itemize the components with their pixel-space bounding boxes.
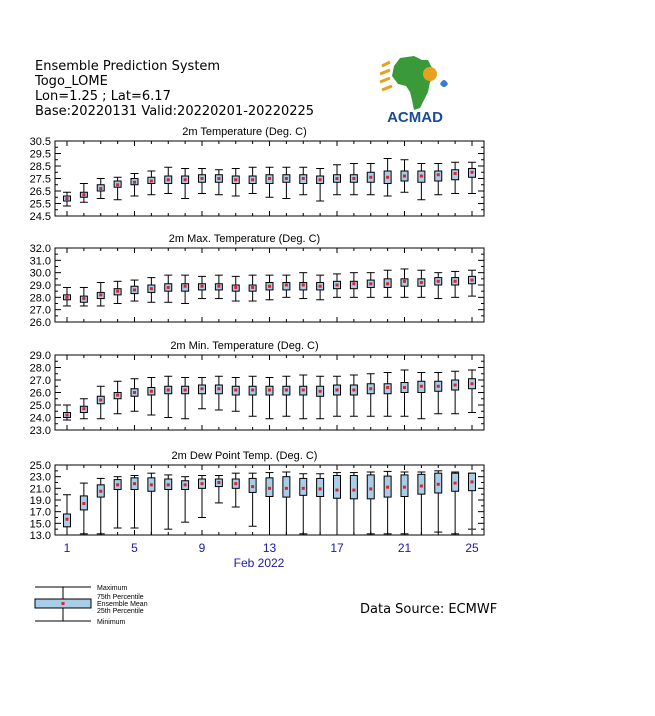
mean-marker [82,193,85,196]
mean-marker [336,489,339,492]
x-tick-label: 21 [397,541,412,555]
mean-marker [167,286,170,289]
mean-marker [420,175,423,178]
mean-marker [319,285,322,288]
mean-marker [471,480,474,483]
mean-marker [234,286,237,289]
y-tick-label: 15.0 [29,518,51,531]
y-tick-label: 25.0 [29,460,51,472]
mean-marker [403,175,406,178]
mean-marker [352,177,355,180]
mean-marker [454,384,457,387]
y-tick-label: 21.0 [29,483,51,496]
mean-marker [116,290,119,293]
mean-marker [66,296,69,299]
mean-marker [167,483,170,486]
mean-marker [66,414,69,417]
mean-marker [201,387,204,390]
y-tick-label: 27.0 [29,304,51,317]
panel-title: 2m Min. Temperature (Deg. C) [170,340,319,352]
mean-marker [201,177,204,180]
mean-marker [82,502,85,505]
mean-marker [302,284,305,287]
mean-marker [336,177,339,180]
legend-max-label: Maximum [97,585,128,592]
mean-marker [251,178,254,181]
y-tick-label: 19.0 [29,495,51,507]
mean-marker [66,197,69,200]
mean-marker [268,177,271,180]
x-tick-label: 13 [262,541,277,555]
y-tick-label: 28.0 [29,292,51,305]
header-system: Ensemble Prediction System [35,59,221,74]
mean-marker [99,490,102,493]
y-tick-label: 13.0 [29,530,51,542]
mean-marker [403,386,406,389]
mean-marker [184,389,187,392]
mean-marker [369,282,372,285]
mean-marker [369,487,372,490]
mean-marker [369,176,372,179]
mean-marker [319,178,322,181]
y-tick-label: 27.5 [29,173,51,186]
mean-marker [234,178,237,181]
panel-title: 2m Max. Temperature (Deg. C) [168,233,321,245]
mean-marker [471,171,474,174]
mean-marker [454,482,457,485]
mean-marker [420,485,423,488]
y-tick-label: 25.0 [29,400,51,412]
panel-title: 2m Temperature (Deg. C) [182,126,307,138]
mean-marker [150,180,153,183]
mean-marker [167,178,170,181]
mean-marker [99,293,102,296]
mean-marker [133,288,136,291]
mean-marker [437,483,440,486]
mean-marker [386,282,389,285]
y-tick-label: 31.0 [29,255,51,268]
mean-marker [150,390,153,393]
mean-marker [201,482,204,485]
y-tick-label: 30.5 [29,136,51,148]
iqr-box [418,474,425,494]
iqr-box [334,476,341,499]
mean-marker [471,279,474,282]
iqr-box [367,475,374,499]
y-tick-label: 29.0 [29,280,51,292]
iqr-box [350,476,357,499]
legend-p25-label: 25th Percentile [97,608,144,615]
mean-marker [403,280,406,283]
y-tick-label: 23.0 [29,471,51,484]
mean-marker [352,489,355,492]
mean-marker [217,481,220,484]
panel-title: 2m Dew Point Temp. (Deg. C) [171,450,318,462]
legend-mean-label: Ensemble Mean [97,601,148,608]
data-source: Data Source: ECMWF [360,602,498,617]
mean-marker [268,389,271,392]
mean-marker [454,280,457,283]
mean-marker [285,389,288,392]
mean-marker [454,172,457,175]
mean-marker [99,399,102,402]
y-tick-label: 28.0 [29,362,51,375]
header-coordinates: Lon=1.25 ; Lat=6.17 [35,89,171,104]
x-tick-label: 1 [63,541,71,555]
y-tick-label: 17.0 [29,506,51,519]
mean-marker [66,518,69,521]
y-tick-label: 30.0 [29,267,51,280]
mean-marker [133,181,136,184]
mean-marker [99,187,102,190]
mean-marker [251,485,254,488]
y-tick-label: 27.0 [29,375,51,387]
mean-marker [116,394,119,397]
mean-marker [116,183,119,186]
mean-marker [184,285,187,288]
mean-marker [437,173,440,176]
mean-marker [133,482,136,485]
mean-marker [150,287,153,290]
mean-marker [285,177,288,180]
mean-marker [403,486,406,489]
mean-marker [386,386,389,389]
y-tick-label: 32.0 [29,243,51,255]
y-tick-label: 26.0 [29,317,51,329]
mean-marker [285,487,288,490]
mean-marker [319,390,322,393]
mean-marker [352,389,355,392]
mean-marker [167,389,170,392]
mean-marker [319,487,322,490]
mean-marker [184,178,187,181]
mean-marker [251,286,254,289]
logo-text: ACMAD [387,109,443,126]
mean-marker [217,177,220,180]
y-tick-label: 23.0 [29,425,51,437]
mean-marker [369,387,372,390]
mean-marker [302,487,305,490]
mean-marker [420,385,423,388]
mean-marker [217,285,220,288]
mean-marker [150,483,153,486]
mean-marker [471,382,474,385]
mean-marker [116,483,119,486]
mean-marker [217,387,220,390]
mean-marker [82,297,85,300]
x-tick-label: 17 [330,541,344,555]
x-axis-label: Feb 2022 [233,556,285,570]
x-tick-label: 5 [131,541,138,555]
y-tick-label: 24.0 [29,412,51,425]
legend-p75-label: 75th Percentile [97,594,144,601]
y-tick-label: 25.5 [29,198,51,211]
legend-min-label: Minimum [97,619,126,626]
mean-marker [82,407,85,410]
y-tick-label: 28.5 [29,161,51,173]
mean-marker [285,284,288,287]
mean-marker [184,483,187,486]
mean-marker [268,285,271,288]
y-tick-label: 26.5 [29,186,51,198]
y-tick-label: 29.5 [29,148,51,161]
y-tick-label: 29.0 [29,350,51,362]
y-tick-label: 26.0 [29,387,51,400]
mean-marker [268,487,271,490]
mean-marker [302,389,305,392]
mean-marker [251,389,254,392]
mean-marker [201,285,204,288]
y-tick-label: 24.5 [29,211,51,223]
mean-marker [234,389,237,392]
mean-marker [336,389,339,392]
mean-marker [386,486,389,489]
mean-marker [234,482,237,485]
mean-marker [133,391,136,394]
mean-marker [336,284,339,287]
mean-marker [420,281,423,284]
legend-mean [62,602,65,605]
mean-marker [386,176,389,179]
mean-marker [352,282,355,285]
mean-marker [302,177,305,180]
mean-marker [437,385,440,388]
x-tick-label: 25 [465,541,479,555]
x-tick-label: 9 [198,541,206,555]
header-location: Togo_LOME [35,74,108,89]
mean-marker [437,280,440,283]
header-dates: Base:20220131 Valid:20220201-20220225 [35,104,315,119]
